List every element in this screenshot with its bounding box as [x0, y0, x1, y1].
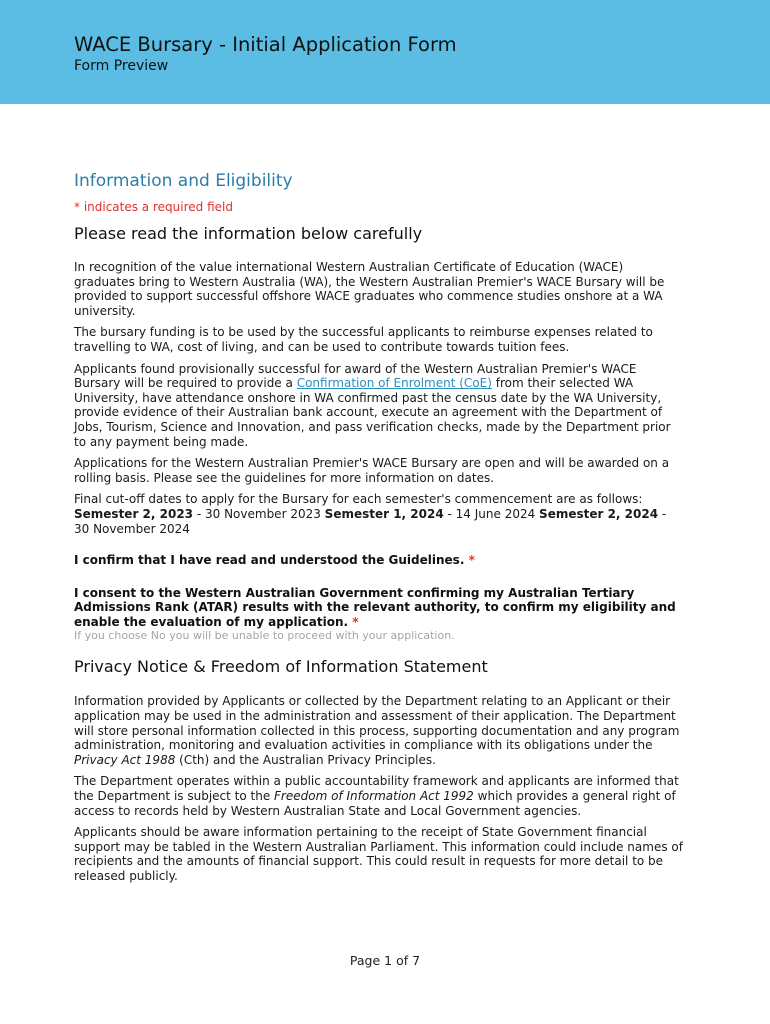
read-carefully-heading: Please read the information below carefully	[74, 224, 423, 243]
coe-link[interactable]: Confirmation of Enrolment (CoE)	[296, 376, 492, 391]
page-number: Page 1 of 7	[349, 953, 421, 968]
guidelines-confirmation-question	[74, 553, 684, 568]
form-title: WACE Bursary - Initial Application Form	[74, 33, 457, 56]
rolling-basis-paragraph: Applications for the Western Australian Premier's WACE Bursary are open and will be awarded on a rolling basis. Please see the guidelines for more information on dates.	[74, 456, 670, 485]
privacy-text: Information provided by Applicants or collected by the Department relating to an Applicant or their application may be used in the administration and assessment of their application. The Department will store personal information collected in this process, supporting documentation and any program administration, monitoring and evaluation activities in compliance with its obligations under the	[74, 694, 680, 753]
foi-paragraph	[74, 774, 684, 818]
cutoff-intro: Final cut-off dates to apply for the Bursary for each semester's commencement are as follows:	[74, 492, 643, 507]
atar-consent-hint: If you choose No you will be unable to proceed with your application.	[74, 629, 455, 643]
foi-act-title: Freedom of Information Act 1992	[274, 789, 474, 804]
form-header	[0, 0, 770, 104]
foi-text: The Department operates within a public accountability framework and applicants are informed that the Department is subject to the	[74, 774, 679, 804]
privacy-paragraph	[74, 694, 684, 767]
form-subtitle: Form Preview	[74, 58, 169, 74]
intro-paragraph: In recognition of the value international Western Australian Certificate of Education (WACE) graduates bring to Western Australia (WA), the Western Australian Premier's WACE Bursary will be provided to support successful offshore WACE graduates who commence studies onshore at a WA university.	[74, 260, 665, 318]
required-field-note: * indicates a required field	[74, 200, 233, 214]
privacy-heading: Privacy Notice & Freedom of Information Statement	[74, 657, 488, 677]
cutoff-semester: Semester 2, 2023	[74, 506, 194, 521]
requirements-text-end: from their selected WA University, have attendance onshore in WA confirmed past the census date by the WA University, provide evidence of their Australian bank account, execute an agreement with the Department of Jobs, Tourism, Science and Innovation, and pass verification checks, made by the Department prior to any payment being made.	[74, 376, 671, 449]
cutoff-date: - 14 June 2024	[443, 506, 540, 521]
question-text: I confirm that I have read and understood the Guidelines.	[74, 553, 465, 568]
section-heading-eligibility: Information and Eligibility	[74, 171, 293, 191]
cutoff-date: - 30 November 2023	[193, 506, 325, 521]
privacy-text: (Cth) and the Australian Privacy Principles.	[175, 752, 436, 767]
required-marker: *	[352, 614, 359, 629]
parliament-paragraph: Applicants should be aware information pertaining to the receipt of State Government financial support may be tabled in the Western Australian Parliament. This information could include names of recipients and the amounts of financial support. This could result in requests for more detail to be released publicly.	[74, 825, 683, 883]
funding-paragraph: The bursary funding is to be used by the successful applicants to reimburse expenses related to travelling to WA, cost of living, and can be used to contribute towards tuition fees.	[74, 325, 653, 354]
required-marker: *	[468, 553, 475, 568]
cutoff-semester: Semester 1, 2024	[324, 506, 444, 521]
cutoff-semester: Semester 2, 2024	[539, 506, 659, 521]
requirements-text-start: Applicants found provisionally successful for award of the Western Australian Premier's WACE Bursary will be required to provide a	[74, 361, 637, 391]
foi-text: which provides a general right of access to records held by Western Australian State and Local Government agencies.	[74, 789, 676, 818]
privacy-act-title: Privacy Act 1988	[74, 752, 176, 767]
atar-consent-question	[74, 586, 684, 630]
question-text: I consent to the Western Australian Government confirming my Australian Tertiary Admissions Rank (ATAR) results with the relevant authority, to confirm my eligibility and enable the evaluation of my application.	[74, 585, 676, 629]
cutoff-date: - 30 November 2024	[74, 506, 667, 536]
cutoff-paragraph	[74, 492, 684, 536]
form-content	[74, 171, 684, 891]
requirements-paragraph	[74, 362, 684, 450]
